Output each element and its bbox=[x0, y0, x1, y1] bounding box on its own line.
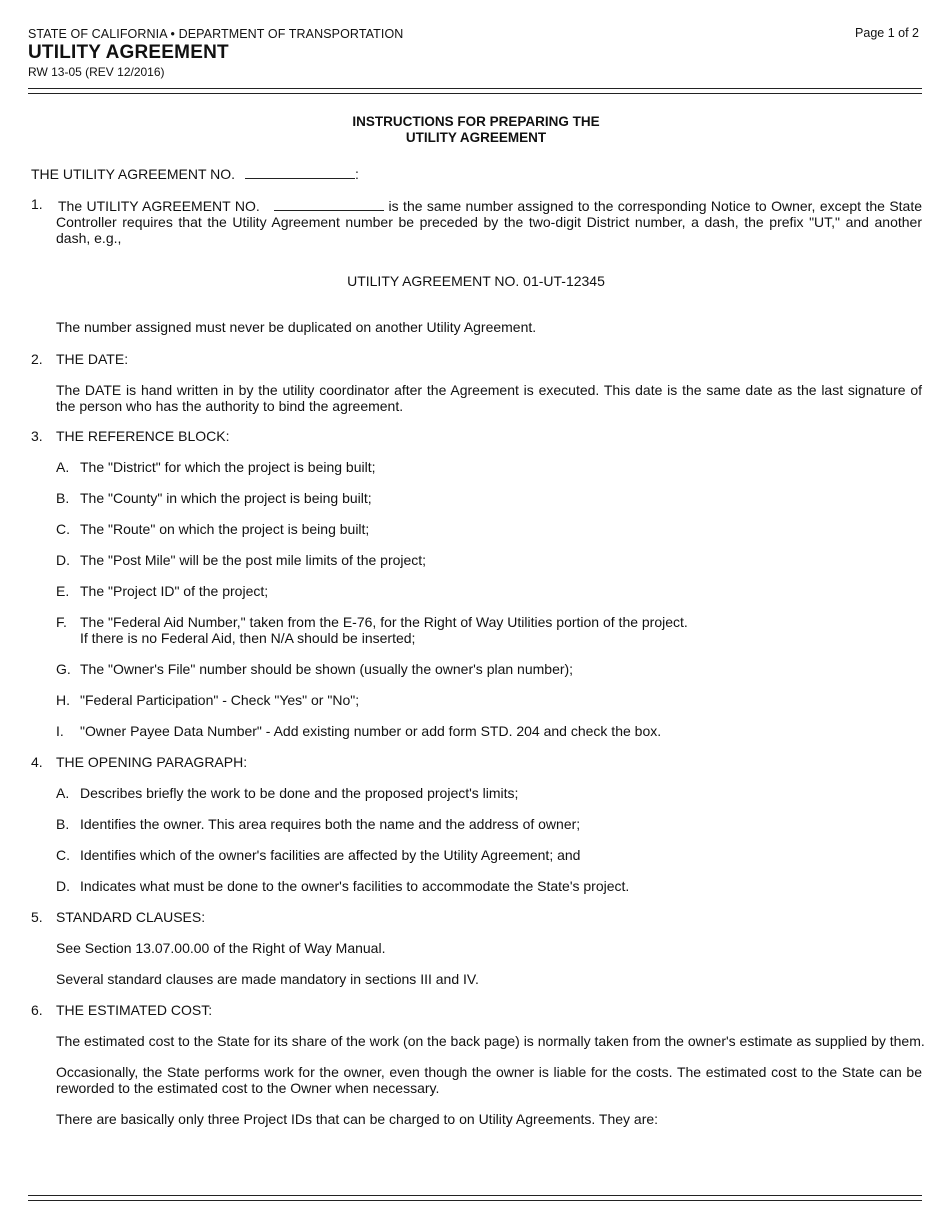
heading-line-2: UTILITY AGREEMENT bbox=[405, 130, 547, 145]
section-3-item-c-letter: C. bbox=[56, 521, 70, 537]
section-4-item-c-letter: C. bbox=[56, 847, 70, 863]
section-4-item-c-text: Identifies which of the owner's facilities are affected by the Utility Agreement; and bbox=[80, 847, 581, 863]
section-4-item-d-letter: D. bbox=[56, 878, 70, 894]
instructions-heading bbox=[0, 114, 950, 146]
form-number: RW 13-05 (REV 12/2016) bbox=[28, 65, 165, 79]
section-6-para-3: There are basically only three Project IDs that can be charged to on Utility Agreements. They are: bbox=[56, 1111, 659, 1127]
section-1-lead: The UTILITY AGREEMENT NO. bbox=[58, 198, 260, 214]
section-5-title: STANDARD CLAUSES: bbox=[56, 909, 206, 925]
header-rule-top bbox=[28, 88, 922, 89]
footer-rule-bottom bbox=[28, 1200, 922, 1201]
section-6-number: 6. bbox=[31, 1002, 43, 1018]
section-5-number: 5. bbox=[31, 909, 43, 925]
agreement-number-field[interactable] bbox=[245, 164, 355, 179]
section-1-number-field[interactable] bbox=[274, 196, 384, 211]
section-3-item-c-text: The "Route" on which the project is being built; bbox=[80, 521, 370, 537]
section-4-item-d-text: Indicates what must be done to the owner's facilities to accommodate the State's project. bbox=[80, 878, 630, 894]
section-3-item-b-letter: B. bbox=[56, 490, 70, 506]
section-3-item-f-letter: F. bbox=[56, 614, 67, 630]
example-agreement-number: UTILITY AGREEMENT NO. 01-UT-12345 bbox=[347, 273, 605, 289]
section-3-item-a-letter: A. bbox=[56, 459, 70, 475]
section-3-item-i-letter: I. bbox=[56, 723, 64, 739]
section-4-item-a-text: Describes briefly the work to be done and the proposed project's limits; bbox=[80, 785, 519, 801]
section-4-item-b-text: Identifies the owner. This area requires both the name and the address of owner; bbox=[80, 816, 581, 832]
section-2-text: The DATE is hand written in by the utility coordinator after the Agreement is executed. This date is the same date as the last signature of the person who has the authority to bind the agreement. bbox=[56, 382, 922, 414]
section-3-item-e-letter: E. bbox=[56, 583, 70, 599]
agency-name: STATE OF CALIFORNIA • DEPARTMENT OF TRANSPORTATION bbox=[28, 27, 404, 41]
section-3-title: THE REFERENCE BLOCK: bbox=[56, 428, 230, 444]
agreement-number-colon: : bbox=[354, 166, 359, 182]
section-1-body: is the same number assigned to the corresponding Notice to Owner, except the State Controller requires that the Utility Agreement number be preceded by the two-digit District number, a dash, the prefix "UT," and another dash, e.g., bbox=[56, 198, 923, 246]
section-1-number: 1. bbox=[31, 196, 43, 212]
agreement-number-label: THE UTILITY AGREEMENT NO. bbox=[31, 166, 236, 182]
section-6-para-1: The estimated cost to the State for its share of the work (on the back page) is normally taken from the owner's estimate as supplied by them. bbox=[56, 1033, 925, 1049]
section-2-title: THE DATE: bbox=[56, 351, 129, 367]
section-4-number: 4. bbox=[31, 754, 43, 770]
section-3-item-h-letter: H. bbox=[56, 692, 70, 708]
section-4-title: THE OPENING PARAGRAPH: bbox=[56, 754, 248, 770]
section-3-item-h-text: "Federal Participation" - Check "Yes" or "No"; bbox=[80, 692, 360, 708]
form-title: UTILITY AGREEMENT bbox=[28, 42, 229, 63]
section-6-title: THE ESTIMATED COST: bbox=[56, 1002, 213, 1018]
section-3-number: 3. bbox=[31, 428, 43, 444]
heading-line-1: INSTRUCTIONS FOR PREPARING THE bbox=[352, 114, 600, 129]
section-3-item-e-text: The "Project ID" of the project; bbox=[80, 583, 269, 599]
section-3-item-d-letter: D. bbox=[56, 552, 70, 568]
footer-rule-top bbox=[28, 1195, 922, 1196]
section-1-text bbox=[56, 196, 922, 246]
section-3-item-b-text: The "County" in which the project is being built; bbox=[80, 490, 372, 506]
section-4-item-a-letter: A. bbox=[56, 785, 70, 801]
section-1-note: The number assigned must never be duplicated on another Utility Agreement. bbox=[56, 319, 537, 335]
agreement-number-line bbox=[31, 164, 359, 182]
page-number: Page 1 of 2 bbox=[855, 26, 919, 40]
section-3-item-d-text: The "Post Mile" will be the post mile limits of the project; bbox=[80, 552, 427, 568]
section-2-number: 2. bbox=[31, 351, 43, 367]
section-3-item-g-letter: G. bbox=[56, 661, 71, 677]
section-4-item-b-letter: B. bbox=[56, 816, 70, 832]
section-3-item-f-text-2: If there is no Federal Aid, then N/A should be inserted; bbox=[80, 630, 416, 646]
header-rule-bottom bbox=[28, 93, 922, 94]
section-3-item-i-text: "Owner Payee Data Number" - Add existing number or add form STD. 204 and check the box. bbox=[80, 723, 662, 739]
section-3-item-a-text: The "District" for which the project is being built; bbox=[80, 459, 376, 475]
section-3-item-f-text: The "Federal Aid Number," taken from the E-76, for the Right of Way Utilities portion of the project. bbox=[80, 614, 688, 630]
section-3-item-g-text: The "Owner's File" number should be shown (usually the owner's plan number); bbox=[80, 661, 574, 677]
section-5-para-2: Several standard clauses are made mandatory in sections III and IV. bbox=[56, 971, 479, 987]
section-6-para-2: Occasionally, the State performs work for the owner, even though the owner is liable for the costs. The estimated cost to the State can be reworded to the estimated cost to the Owner when necessary. bbox=[56, 1064, 922, 1096]
section-5-para-1: See Section 13.07.00.00 of the Right of Way Manual. bbox=[56, 940, 386, 956]
